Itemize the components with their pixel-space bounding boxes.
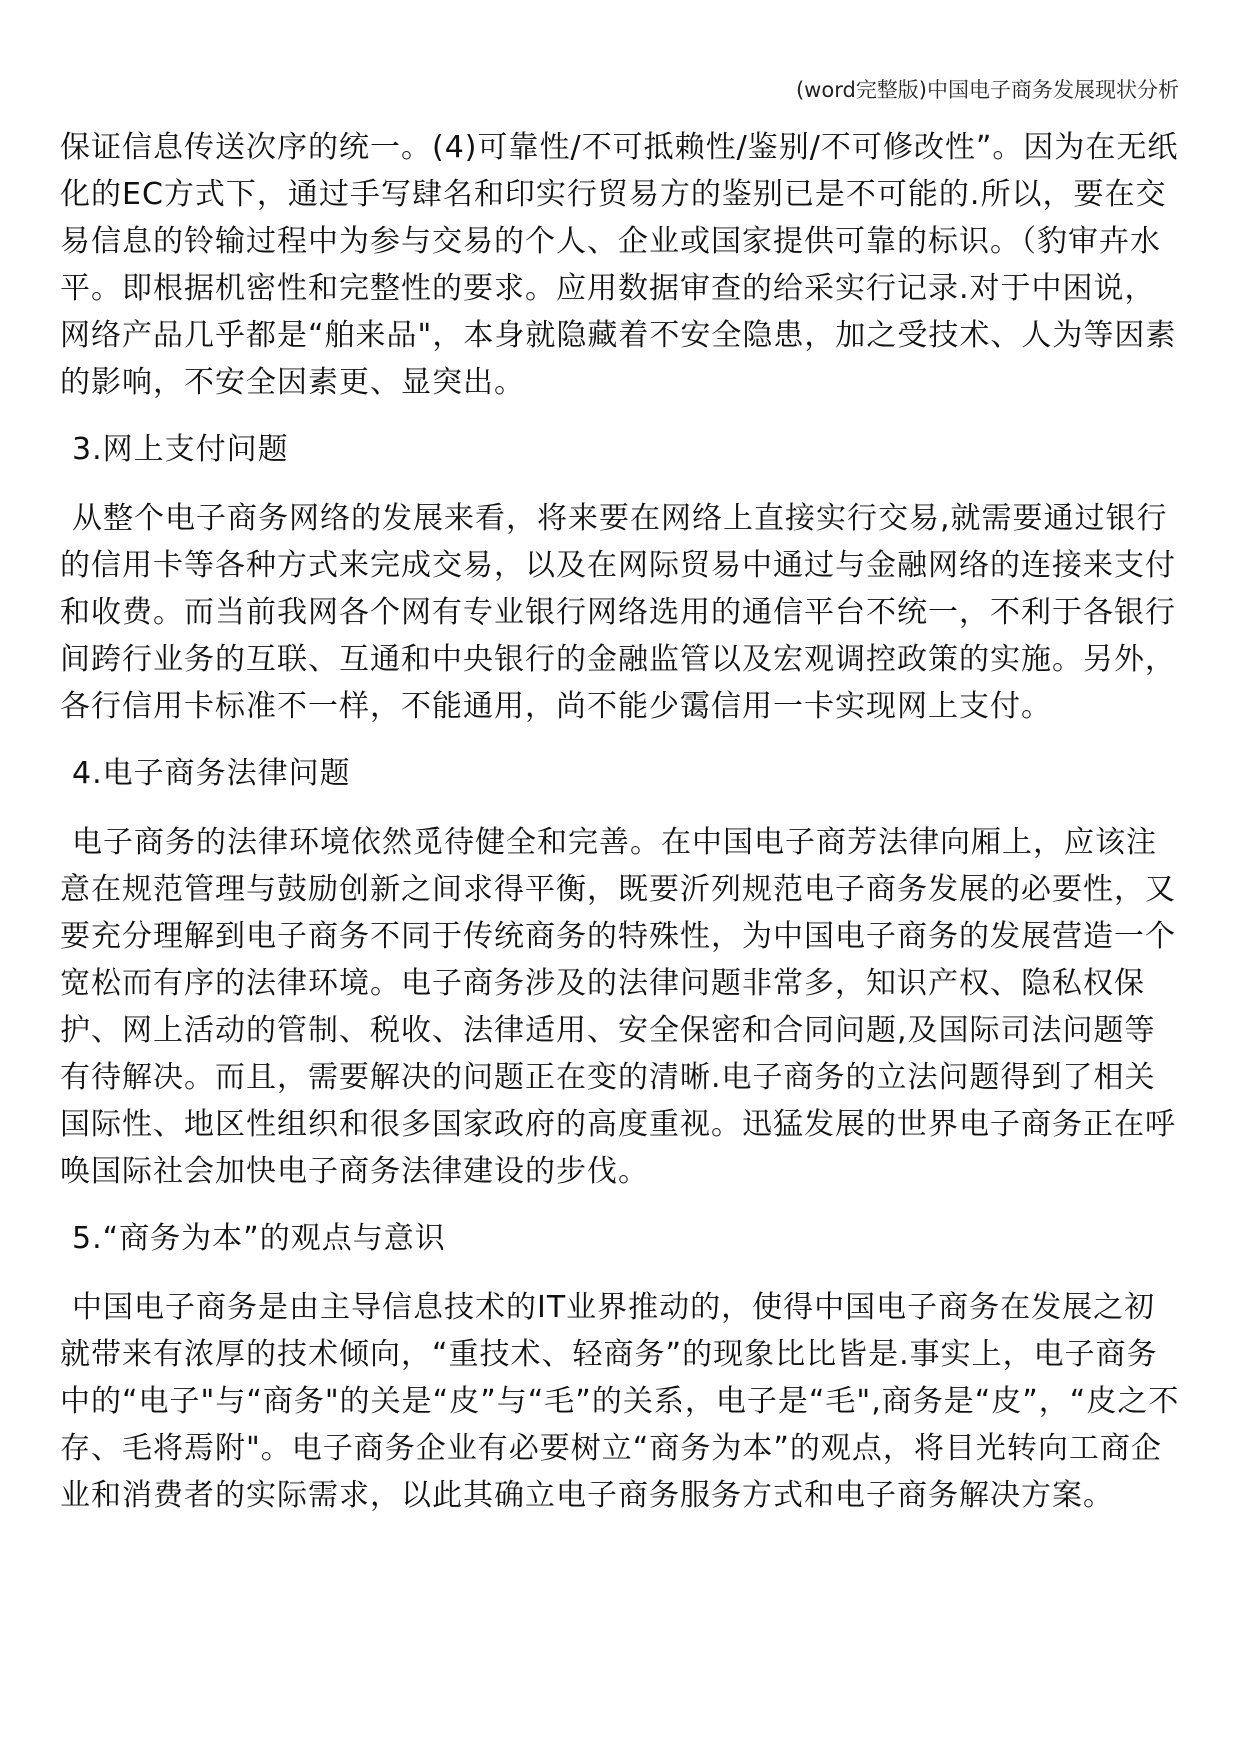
section-paragraph: 从整个电子商务网络的发展来看，将来要在网络上直接实行交易,就需要通过银行的信用卡等各种方式来完成交易，以及在网际贸易中通过与金融网络的连接来支付和收费。而当前我网各个网有专业银行网络选用的通信平台不统一，不利于各银行间跨行业务的互联、互通和中央银行的金融监管以及宏观调控政策的实施。另外，各行信用卡标准不一样，不能通用，尚不能少霭信用一卡实现网上支付。 (60, 501, 1176, 724)
section-legal-issues (60, 750, 1180, 1195)
section-heading: 5.“商务为本”的观点与意识 (72, 1221, 446, 1256)
intro-paragraph: 保证信息传送次序的统一。(4)可靠性/不可抵赖性/鉴别/不可修改性”。因为在无纸化的EC方式下，通过手写肆名和印实行贸易方的鉴别已是不可能的.所以，要在交易信息的铃输过程中为参与交易的个人、企业或国家提供可靠的标识。（豹审卉水平。即根据机密性和完整性的要求。应用数据审查的给采实行记录.对于中困说，网络产品几乎都是“舶来品"，本身就隐藏着不安全隐患，加之受技术、人为等因素的影响，不安全因素更、显突出。 (60, 130, 1179, 400)
section-online-payment (60, 426, 1180, 730)
document-body (60, 124, 1180, 1539)
section-heading: 4.电子商务法律问题 (72, 756, 351, 791)
running-header: (word完整版)中国电子商务发展现状分析 (795, 78, 1179, 102)
section-heading: 3.网上支付问题 (72, 432, 289, 467)
section-paragraph: 电子商务的法律环境依然觅待健全和完善。在中国电子商芳法律向厢上，应该注意在规范管理与鼓励创新之间求得平衡，既要沂列规范电子商务发展的必要性，又要充分理解到电子商务不同于传统商务的特殊性，为中国电子商务的发展营造一个宽松而有序的法律环境。电子商务涉及的法律问题非常多，知识产权、隐私权保护、网上活动的管制、税收、法律适用、安全保密和合同问题,及国际司法问题等有待解决。而且，需要解决的问题正在变的清晰.电子商务的立法问题得到了相关国际性、地区性组织和很多国家政府的高度重视。迅猛发展的世界电子商务正在呼唤国际社会加快电子商务法律建设的步伐。 (60, 825, 1176, 1189)
section-paragraph: 中国电子商务是由主导信息技术的IT业界推动的，使得中国电子商务在发展之初就带来有浓厚的技术倾向，“重技术、轻商务”的现象比比皆是.事实上，电子商务中的“电子"与“商务"的关是“皮”与“毛”的关系，电子是“毛",商务是“皮”，“皮之不存、毛将焉附"。电子商务企业有必要树立“商务为本”的观点，将目光转向工商企业和消费者的实际需求，以此其确立电子商务服务方式和电子商务解决方案。 (60, 1290, 1180, 1513)
section-business-first (60, 1215, 1180, 1519)
